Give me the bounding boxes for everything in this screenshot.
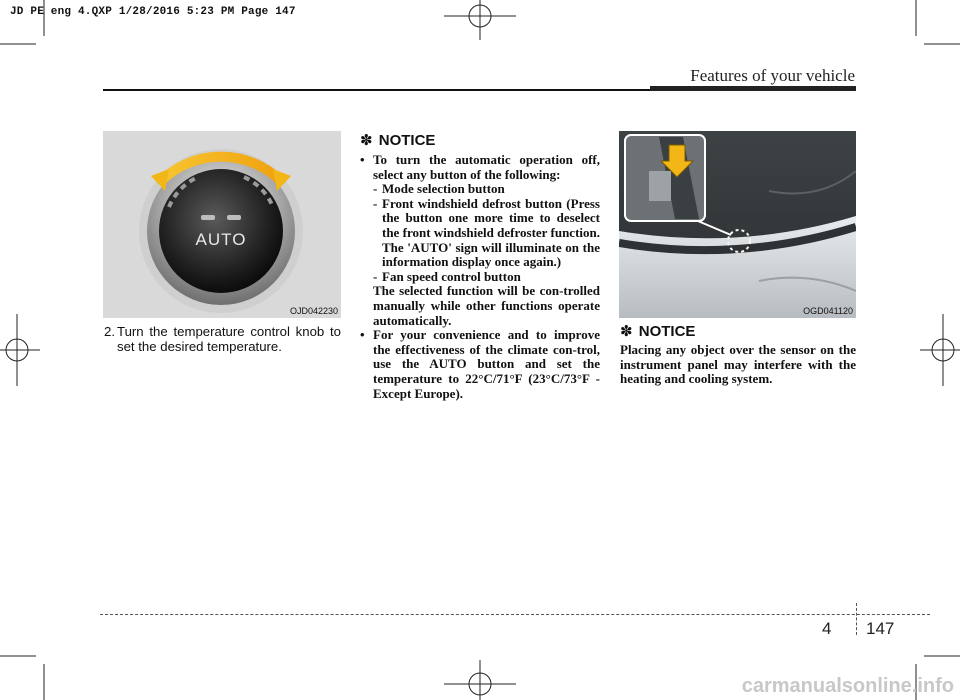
notice-block-2 [620,322,856,387]
sensor-location-figure [619,131,856,318]
notice-heading [620,322,856,340]
step-number: 2. [104,324,115,339]
bullet-mark: • [360,327,365,343]
print-slug: JD PE eng 4.QXP 1/28/2016 5:23 PM Page 147 [10,6,296,18]
notice-after-text: The selected function will be con-trolled manually while other functions operate automatically. [373,283,600,328]
bullet-text: For your convenience and to improve the effectiveness of the climate con-trol, use the AUTO button and set the temperature to 22°C/71°F (23°C/73°F -Except Europe). [373,327,600,401]
knob-auto-label: AUTO [195,230,247,249]
notice-sub-item [373,182,600,197]
climate-knob-figure [103,131,341,318]
notice-sub-item [373,270,600,285]
figure-code: OGD041120 [803,306,853,316]
notice-star-icon: ✽ [360,131,373,149]
bullet-text: To turn the automatic operation off, select any button of the following: [373,152,600,182]
step-2 [104,324,341,354]
climate-knob-illustration [103,131,341,318]
notice-bullet [360,153,600,182]
notice-sub-item [373,197,600,270]
sub-mark: - [373,268,378,284]
notice-star-icon: ✽ [620,322,633,340]
sub-text: Front windshield defrost button (Press the button one more time to deselect the front windshield defroster function. The 'AUTO' sign will illuminate on the information display once again.) [382,195,600,270]
sub-mark: - [373,181,378,197]
sub-mark: - [373,195,378,211]
notice-heading [360,131,600,149]
notice-body [360,153,600,401]
sub-text: Mode selection button [382,181,505,197]
section-title: Features of your vehicle [690,66,855,85]
header-bar [650,86,856,91]
sub-text: Fan speed control button [382,268,521,284]
footer-divider [856,603,857,635]
notice-title: NOTICE [638,323,696,340]
figure-code: OJD042230 [289,306,338,316]
notice-bullet [360,328,600,401]
notice-block-1 [360,131,600,401]
chapter-number: 4 [822,619,832,638]
dashboard-sensor-illustration [619,131,856,318]
notice-text: Placing any object over the sensor on the instrument panel may interfere with the heating and cooling system. [620,342,856,387]
step-text: Turn the temperature control knob to set the desired temperature. [117,324,341,354]
page-number: 147 [866,619,895,638]
bullet-mark: • [360,152,365,167]
footer-rule [100,614,930,615]
watermark: carmanualsonline.info [741,675,954,697]
notice-title: NOTICE [378,132,436,149]
